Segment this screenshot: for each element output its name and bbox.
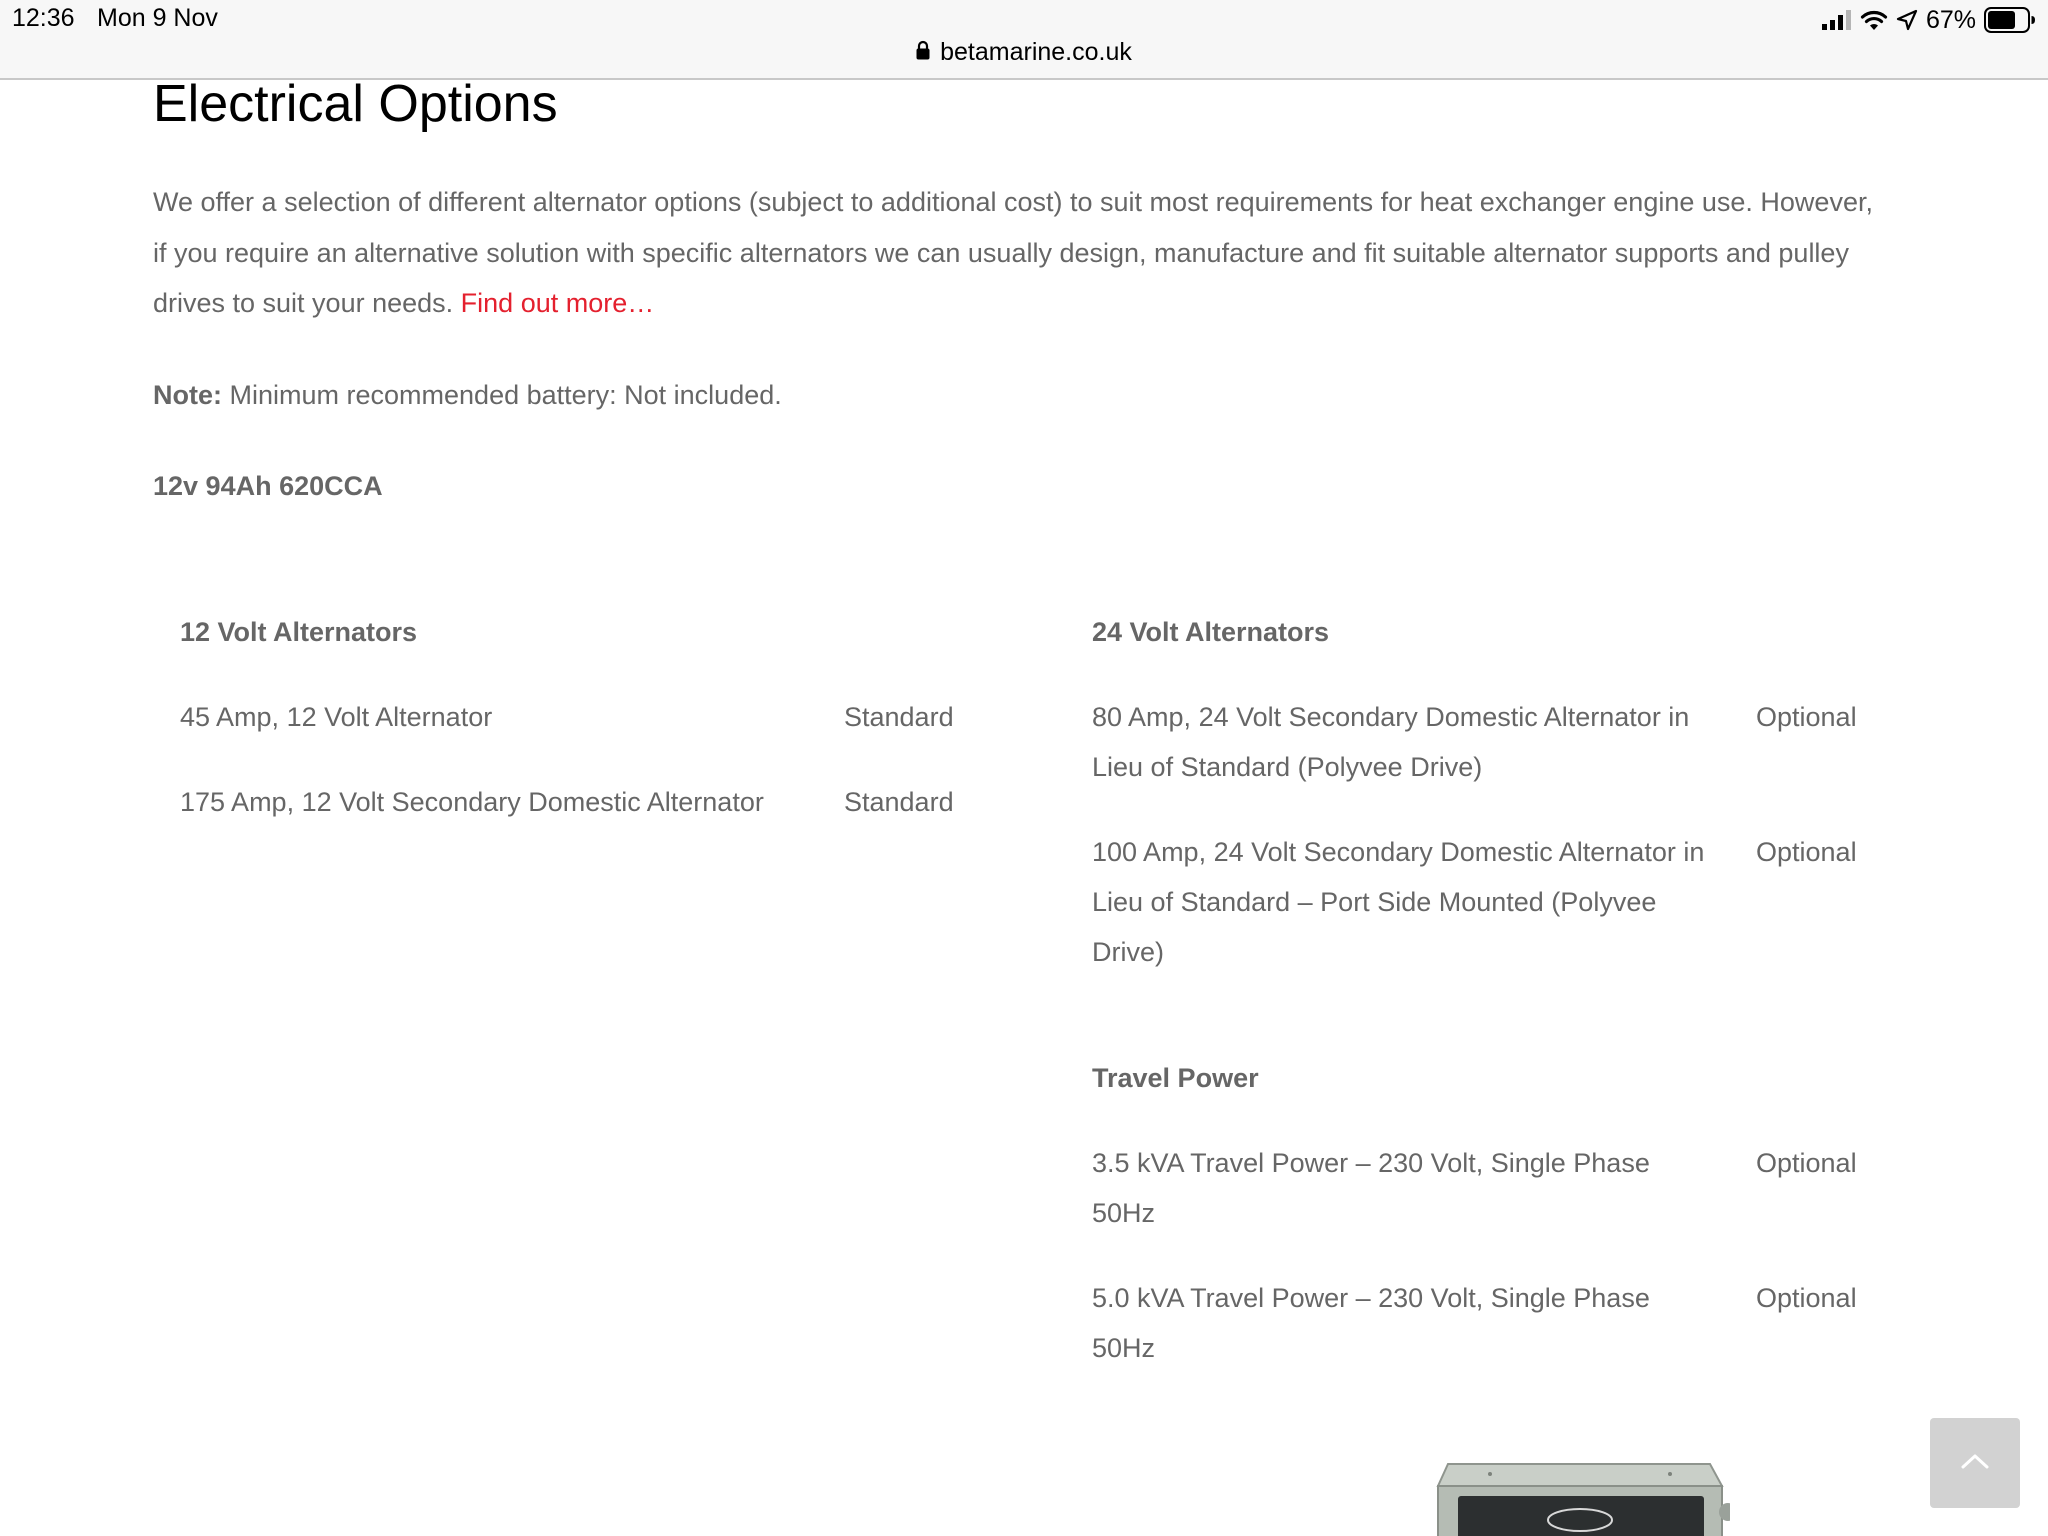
option-status: Standard: [844, 702, 954, 732]
lock-icon: [916, 38, 930, 67]
chevron-up-icon: [1960, 1452, 1990, 1475]
status-indicators: [1822, 4, 2036, 36]
back-to-top-button[interactable]: [1930, 1418, 2020, 1508]
option-name: 5.0 kVA Travel Power – 230 Volt, Single Phase 50Hz: [1092, 1283, 1650, 1363]
url-text[interactable]: betamarine.co.uk: [940, 38, 1132, 66]
address-bar[interactable]: [0, 38, 2048, 67]
status-date: Mon 9 Nov: [97, 4, 218, 32]
option-name: 175 Amp, 12 Volt Secondary Domestic Alternator: [180, 787, 764, 817]
page-title: Electrical Options: [153, 75, 558, 133]
intro-paragraph: [153, 177, 1893, 329]
option-status: Optional: [1756, 702, 1857, 732]
status-time: 12:36: [12, 4, 75, 32]
option-status: Standard: [844, 787, 954, 817]
browser-bar: [0, 0, 2048, 80]
option-name: 80 Amp, 24 Volt Secondary Domestic Alternator in Lieu of Standard (Polyvee Drive): [1092, 702, 1690, 782]
intro-text: We offer a selection of different alternator options (subject to additional cost) to suit most requirements for heat exchanger engine use. However, if you require an alternative solution with specific alternators we can usually design, manufacture and fit suitable alternator supports and pulley drives to suit your needs.: [153, 187, 1873, 318]
battery-percent: 67%: [1925, 5, 1976, 34]
find-out-more-link[interactable]: Find out more…: [460, 288, 655, 318]
option-name: 3.5 kVA Travel Power – 230 Volt, Single Phase 50Hz: [1092, 1148, 1650, 1228]
battery-icon: [1984, 7, 2036, 33]
option-status: Optional: [1756, 1148, 1857, 1178]
travel-power-product-image: [1430, 1456, 1730, 1536]
option-status: Optional: [1756, 837, 1857, 867]
option-name: 45 Amp, 12 Volt Alternator: [180, 702, 493, 732]
battery-note: [153, 370, 782, 420]
section-heading-travel-power: Travel Power: [1092, 1063, 1259, 1093]
section-heading-12-volt: 12 Volt Alternators: [180, 617, 418, 647]
location-icon: [1896, 9, 1918, 31]
battery-spec: 12v 94Ah 620CCA: [153, 471, 383, 501]
section-heading-24-volt: 24 Volt Alternators: [1092, 617, 1330, 647]
note-text: Minimum recommended battery: Not included.: [229, 380, 782, 410]
option-name: 100 Amp, 24 Volt Secondary Domestic Alternator in Lieu of Standard – Port Side Mounted (Polyvee Drive): [1092, 837, 1705, 967]
wifi-icon: [1860, 9, 1888, 31]
option-status: Optional: [1756, 1283, 1857, 1313]
cellular-signal-icon: [1822, 10, 1852, 30]
note-label: Note:: [153, 380, 222, 410]
